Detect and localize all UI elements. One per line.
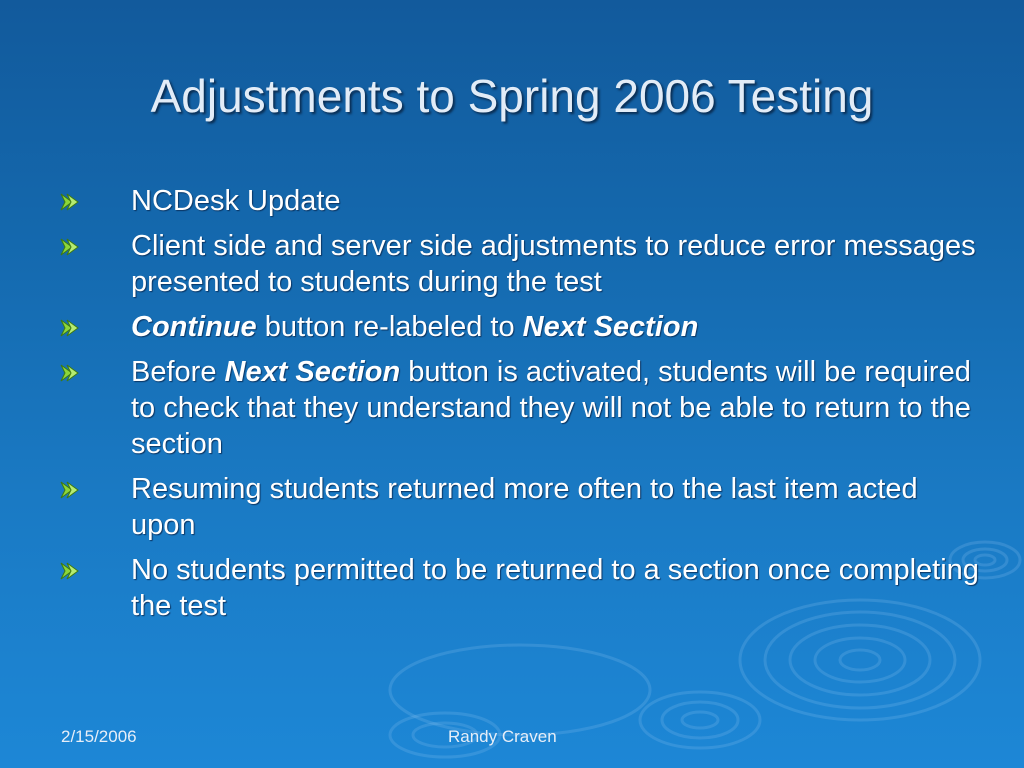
emphasized-text: Next Section [224,356,401,388]
bullet-text: button is activated, students will be required to check that they understand they will not be able to return to the section [131,356,971,460]
arrow-bullet-icon [60,238,80,256]
emphasized-text: Next Section [522,311,699,343]
emphasized-text: Continue [131,311,257,343]
bullet-item [60,183,980,219]
arrow-bullet-icon [60,562,80,580]
arrow-bullet-icon [60,319,80,337]
slide-title: Adjustments to Spring 2006 Testing [150,70,874,122]
bullet-item [60,552,980,624]
bullet-text: NCDesk Update [131,185,341,217]
bullet-item [60,354,980,462]
bullet-text: button re-labeled to [256,311,523,343]
arrow-bullet-icon [60,481,80,499]
arrow-bullet-icon [60,364,80,382]
footer-date: 2/15/2006 [61,727,137,746]
bullet-item [60,471,980,543]
footer-author: Randy Craven [448,727,557,746]
bullet-item [60,309,980,345]
arrow-bullet-icon [60,193,80,211]
bullet-text: No students permitted to be returned to a section once completing the test [131,554,979,622]
bullet-text: Resuming students returned more often to the last item acted upon [131,473,918,541]
bullet-text: Before [131,356,225,388]
bullet-text: Client side and server side adjustments to reduce error messages presented to students during the test [131,230,976,298]
bullet-item [60,228,980,300]
bullet-list [60,183,980,633]
